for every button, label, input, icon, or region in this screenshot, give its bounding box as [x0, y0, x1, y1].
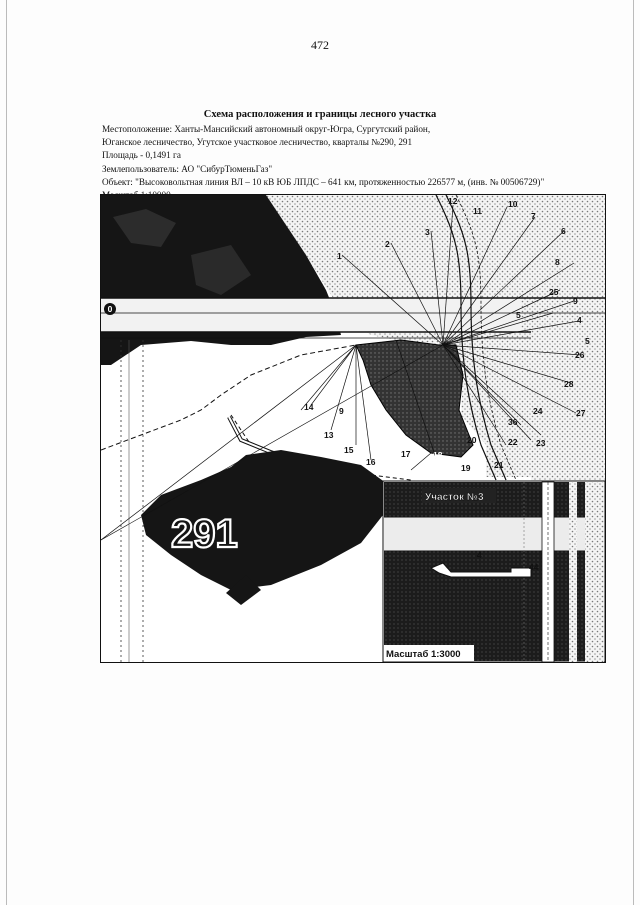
- forest-plot-map: [100, 194, 606, 663]
- point-label-3: 3: [425, 227, 430, 237]
- point-label-2: 2: [385, 239, 390, 249]
- point-label-16: 16: [366, 457, 376, 467]
- point-label-22: 22: [508, 437, 518, 447]
- point-label-15: 15: [344, 445, 354, 455]
- point-label-36: 36: [508, 417, 518, 427]
- scheme-info: [102, 123, 544, 202]
- point-label-13: 13: [324, 430, 334, 440]
- dashed-boundary: [101, 345, 356, 450]
- scheme-title: Схема расположения и границы лесного участка: [203, 109, 437, 120]
- land-user-line: Землепользователь: АО "СибурТюменьГаз": [102, 163, 273, 174]
- point-label-5-upper: 5: [516, 310, 521, 320]
- inset-map: [383, 481, 605, 662]
- point-label-10: 10: [508, 199, 518, 209]
- point-label-9-lower: 9: [339, 406, 344, 416]
- point-label-8: 8: [555, 257, 560, 267]
- point-label-5-lower: 5: [585, 336, 590, 346]
- point-label-19: 19: [461, 463, 471, 473]
- point-label-23: 23: [536, 438, 546, 448]
- location-line-2: Юганское лесничество, Угутское участковое лесничество, кварталы №290, 291: [102, 137, 413, 148]
- point-label-12: 12: [448, 196, 458, 206]
- point-label-1: 1: [337, 251, 342, 261]
- page-number: 472: [311, 38, 329, 52]
- point-label-18: 18: [433, 450, 443, 460]
- inset-scale: Масштаб 1:3000: [386, 649, 461, 660]
- point-label-26: 26: [575, 350, 585, 360]
- object-line: Объект: "Высоковольтная линия ВЛ – 10 кВ ЮБ ЛПДС – 641 км, протяженностью 226577 м, (инв. № 00506729)": [102, 176, 545, 187]
- point-label-20: 20: [467, 435, 477, 445]
- inset-label-44: 44: [529, 562, 539, 572]
- point-label-21: 21: [494, 460, 504, 470]
- inset-label-4: 4: [477, 550, 482, 560]
- point-label-14: 14: [304, 402, 314, 412]
- point-label-17: 17: [401, 449, 411, 459]
- point-label-6: 6: [561, 226, 566, 236]
- area-line: Площадь - 0,1491 га: [102, 150, 181, 161]
- road-corridor: [101, 298, 521, 332]
- point-label-25: 25: [549, 287, 559, 297]
- point-label-11: 11: [473, 206, 482, 216]
- point-label-28: 28: [564, 379, 574, 389]
- point-label-27: 27: [576, 408, 586, 418]
- point-label-4: 4: [577, 315, 582, 325]
- point-label-24: 24: [533, 406, 543, 416]
- page-edge-left: [6, 0, 7, 905]
- location-line-1: Местоположение: Ханты-Мансийский автономный округ-Югра, Сургутский район,: [102, 124, 431, 134]
- quarter-number: 291: [171, 512, 238, 556]
- map-canvas: [101, 195, 605, 662]
- quarter-zero-label: 0: [107, 304, 113, 314]
- point-label-9: 9: [573, 296, 578, 306]
- page-edge-right: [633, 0, 634, 905]
- inset-title: Участок №3: [425, 492, 484, 503]
- point-label-7: 7: [531, 211, 536, 221]
